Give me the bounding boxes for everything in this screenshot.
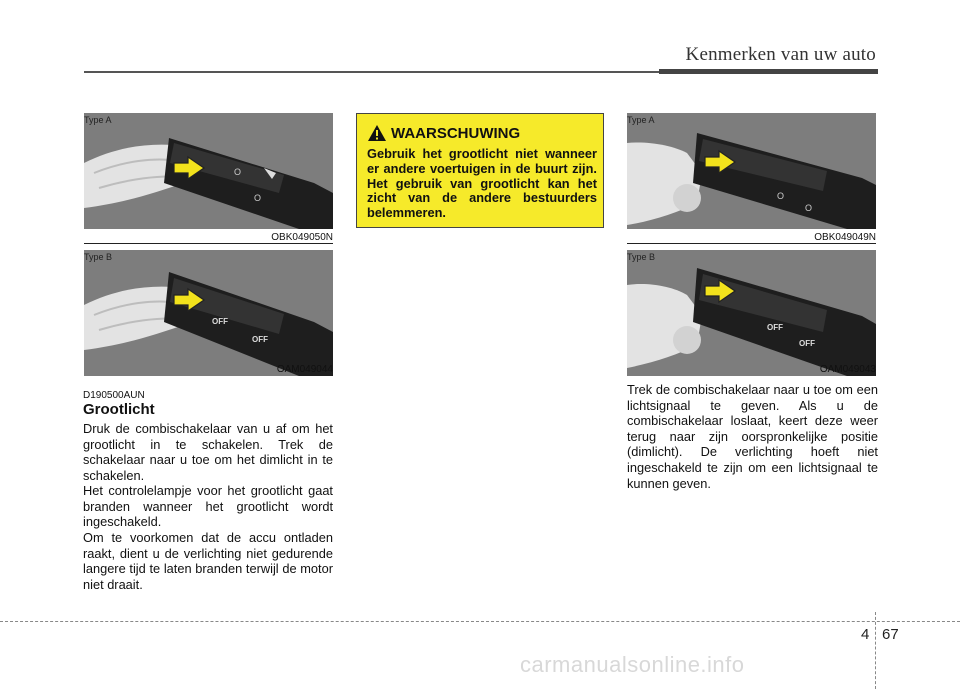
- page-number-divider: [875, 612, 877, 689]
- figure-caption: OAM049043: [819, 364, 876, 375]
- arrow-icon: [172, 155, 206, 181]
- figure-right-top: [627, 113, 876, 229]
- svg-text:OFF: OFF: [799, 339, 815, 348]
- running-header: Kenmerken van uw auto: [685, 44, 876, 65]
- arrow-icon: [703, 149, 737, 175]
- watermark: carmanualsonline.info: [520, 652, 745, 677]
- svg-text:OFF: OFF: [252, 335, 268, 344]
- section-code: D190500AUN: [83, 390, 145, 401]
- figure-caption: OAM049044: [276, 364, 333, 375]
- figure-left-bottom: [84, 250, 333, 376]
- figure-type-label: Type B: [84, 252, 113, 262]
- figure-right-bottom: [627, 250, 876, 376]
- warning-triangle-icon: [367, 124, 387, 142]
- warning-heading: WAARSCHUWING: [391, 125, 521, 142]
- figure-type-label: Type A: [84, 115, 112, 125]
- stalk-illustration: [84, 250, 333, 376]
- warning-box: [356, 113, 604, 228]
- figure-caption: OBK049049N: [814, 232, 876, 243]
- arrow-icon: [172, 287, 206, 313]
- body-paragraph: Druk de combischakelaar van u af om het grootlicht in te schakelen. Trek de schakelaar naar u toe om het dimlicht in te schakelen.: [83, 421, 333, 483]
- svg-text:O: O: [234, 167, 242, 177]
- header-rule: [84, 71, 659, 73]
- stalk-illustration: [84, 113, 333, 229]
- chapter-number: 4: [861, 626, 870, 643]
- figure-caption-rule: [84, 243, 333, 244]
- stalk-illustration: [627, 250, 876, 376]
- page-number: 67: [882, 626, 899, 643]
- figure-type-label: Type A: [627, 115, 655, 125]
- figure-left-top: [84, 113, 333, 229]
- warning-text: Gebruik het grootlicht niet wanneer er andere voertuigen in de buurt zijn. Het gebruik van grootlicht kan het zicht van de andere bestuurders belemmeren.: [367, 146, 597, 221]
- arrow-icon: [703, 278, 737, 304]
- body-paragraph: Om te voorkomen dat de accu ontladen raakt, dient u de verlichting niet gedurende langere tijd te laten branden terwijl de motor niet draait.: [83, 530, 333, 592]
- footer-rule: [0, 621, 960, 622]
- figure-type-label: Type B: [627, 252, 656, 262]
- body-paragraph: Trek de combischakelaar naar u toe om een lichtsignaal te geven. Als u de combischakelaar loslaat, keert deze weer terug naar zijn oorspronkelijke positie (dimlicht). De verlichting hoeft niet ingeschakeld te zijn om een lichtsignaal te kunnen geven.: [627, 382, 878, 491]
- section-title: Grootlicht: [83, 401, 155, 418]
- svg-text:O: O: [777, 191, 785, 201]
- svg-text:OFF: OFF: [767, 323, 783, 332]
- stalk-illustration: [627, 113, 876, 229]
- figure-caption-rule: [627, 243, 876, 244]
- header-rule-thick: [659, 69, 878, 74]
- svg-text:O: O: [254, 193, 262, 203]
- svg-text:OFF: OFF: [212, 317, 228, 326]
- svg-text:O: O: [805, 203, 813, 213]
- body-paragraph: Het controlelampje voor het grootlicht gaat branden wanneer het grootlicht wordt ingeschakeld.: [83, 483, 333, 530]
- figure-caption: OBK049050N: [271, 232, 333, 243]
